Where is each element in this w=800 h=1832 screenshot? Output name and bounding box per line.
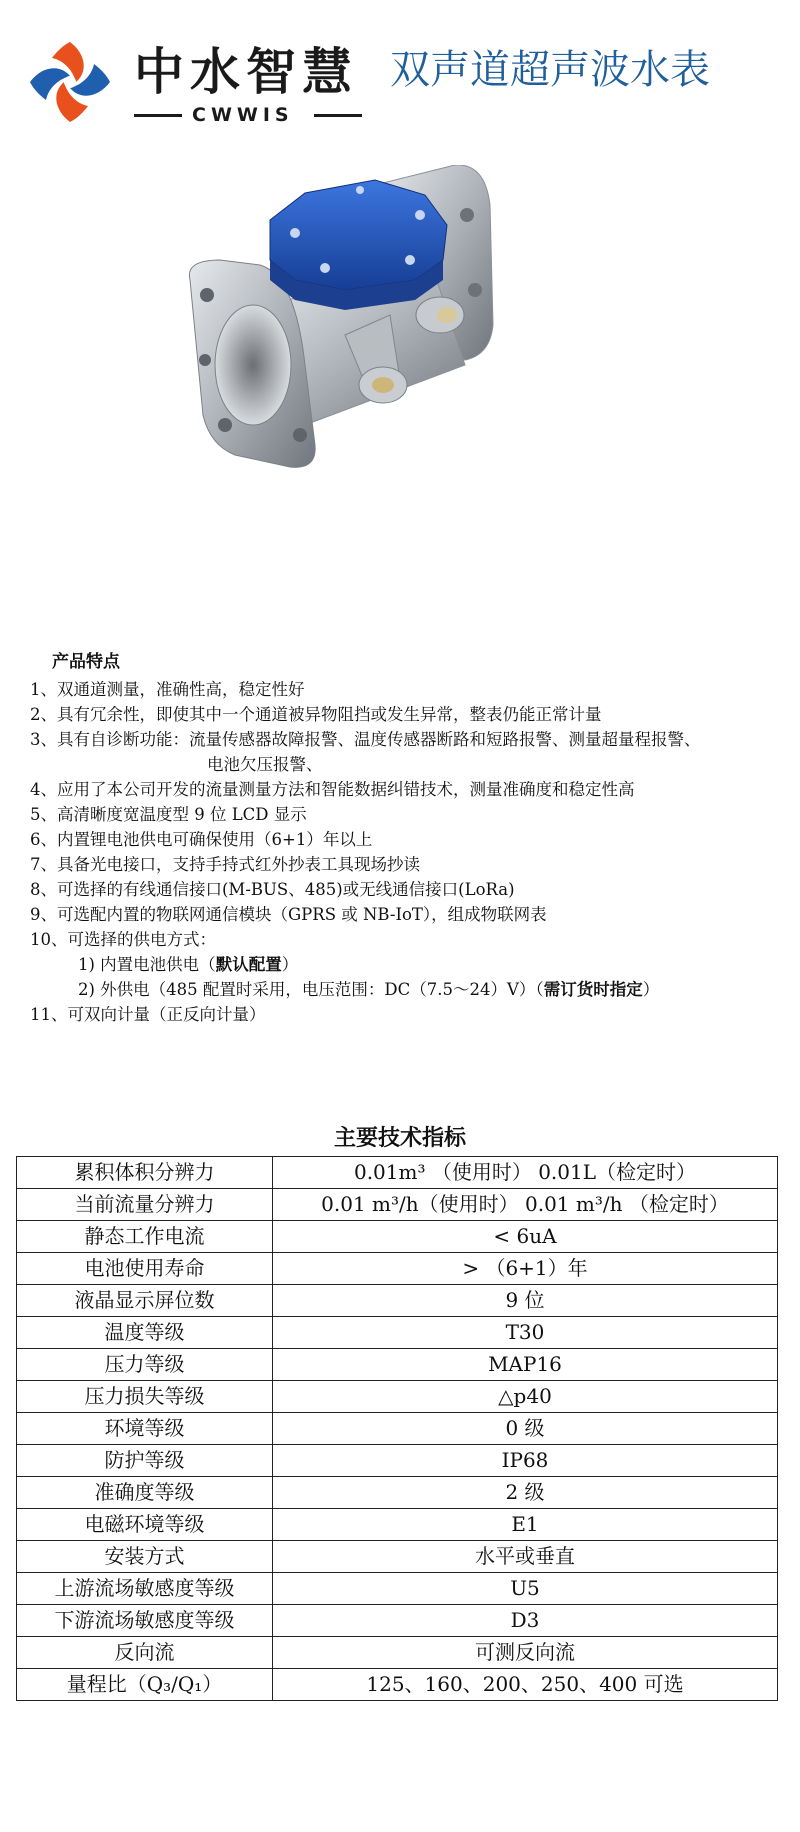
power-option-2-bold: 需订货时指定 bbox=[543, 980, 643, 999]
spec-table bbox=[16, 1156, 778, 1701]
table-row bbox=[17, 1189, 778, 1221]
power-option-2 bbox=[30, 977, 800, 1002]
table-row bbox=[17, 1157, 778, 1189]
spec-value: 0.01 m³/h（使用时） 0.01 m³/h （检定时） bbox=[273, 1189, 778, 1221]
spec-key: 量程比（Q₃/Q₁） bbox=[17, 1669, 273, 1701]
brand-name-en: CWWIS bbox=[192, 104, 294, 126]
feature-item: 1、双通道测量，准确性高，稳定性好 bbox=[30, 680, 305, 699]
feature-item: 6、内置锂电池供电可确保使用（6+1）年以上 bbox=[30, 830, 373, 849]
feature-item-continued: 电池欠压报警、 bbox=[207, 755, 323, 774]
spec-value: 0.01m³ （使用时） 0.01L（检定时） bbox=[273, 1157, 778, 1189]
table-row bbox=[17, 1605, 778, 1637]
spec-value: 2 级 bbox=[273, 1477, 778, 1509]
spec-value: IP68 bbox=[273, 1445, 778, 1477]
spec-value: 9 位 bbox=[273, 1285, 778, 1317]
feature-item: 4、应用了本公司开发的流量测量方法和智能数据纠错技术，测量准确度和稳定性高 bbox=[30, 780, 635, 799]
spec-value: 可测反向流 bbox=[273, 1637, 778, 1669]
spec-value: 125、160、200、250、400 可选 bbox=[273, 1669, 778, 1701]
spec-key: 上游流场敏感度等级 bbox=[17, 1573, 273, 1605]
spec-key: 防护等级 bbox=[17, 1445, 273, 1477]
features-title: 产品特点 bbox=[52, 652, 120, 672]
spec-value: > （6+1）年 bbox=[273, 1253, 778, 1285]
header bbox=[0, 0, 800, 130]
spec-value: 0 级 bbox=[273, 1413, 778, 1445]
table-row bbox=[17, 1381, 778, 1413]
brand-name-en-row bbox=[134, 104, 362, 126]
table-row bbox=[17, 1253, 778, 1285]
feature-item: 8、可选择的有线通信接口(M-BUS、485)或无线通信接口(LoRa) bbox=[30, 880, 515, 899]
spec-key: 准确度等级 bbox=[17, 1477, 273, 1509]
spec-value: D3 bbox=[273, 1605, 778, 1637]
product-features bbox=[30, 650, 800, 1027]
table-row bbox=[17, 1317, 778, 1349]
spec-key: 压力损失等级 bbox=[17, 1381, 273, 1413]
spec-key: 反向流 bbox=[17, 1637, 273, 1669]
water-meter-image bbox=[185, 165, 585, 565]
feature-item: 9、可选配内置的物联网通信模块（GPRS 或 NB-IoT），组成物联网表 bbox=[30, 905, 547, 924]
power-option-2-end: ） bbox=[642, 980, 660, 999]
spec-key: 下游流场敏感度等级 bbox=[17, 1605, 273, 1637]
table-row bbox=[17, 1509, 778, 1541]
spec-key: 当前流量分辨力 bbox=[17, 1189, 273, 1221]
power-option-1-end: ） bbox=[281, 955, 299, 974]
spec-key: 液晶显示屏位数 bbox=[17, 1285, 273, 1317]
spec-value: E1 bbox=[273, 1509, 778, 1541]
spec-key: 环境等级 bbox=[17, 1413, 273, 1445]
table-row bbox=[17, 1669, 778, 1701]
spec-key: 累积体积分辨力 bbox=[17, 1157, 273, 1189]
spec-key: 压力等级 bbox=[17, 1349, 273, 1381]
power-option-1-text: 1) 内置电池供电（ bbox=[78, 955, 216, 974]
divider bbox=[134, 114, 182, 117]
feature-item: 5、高清晰度宽温度型 9 位 LCD 显示 bbox=[30, 805, 307, 824]
spec-key: 静态工作电流 bbox=[17, 1221, 273, 1253]
table-row bbox=[17, 1477, 778, 1509]
table-row bbox=[17, 1349, 778, 1381]
spec-value: MAP16 bbox=[273, 1349, 778, 1381]
table-row bbox=[17, 1413, 778, 1445]
feature-item: 7、具备光电接口，支持手持式红外抄表工具现场抄读 bbox=[30, 855, 420, 874]
divider bbox=[314, 114, 362, 117]
spec-key: 电池使用寿命 bbox=[17, 1253, 273, 1285]
spec-key: 温度等级 bbox=[17, 1317, 273, 1349]
table-row bbox=[17, 1541, 778, 1573]
table-row bbox=[17, 1285, 778, 1317]
company-logo-icon bbox=[26, 38, 114, 126]
table-row bbox=[17, 1445, 778, 1477]
spec-value: T30 bbox=[273, 1317, 778, 1349]
spec-table-title: 主要技术指标 bbox=[333, 1126, 466, 1151]
table-row bbox=[17, 1573, 778, 1605]
product-title: 双声道超声波水表 bbox=[390, 47, 710, 93]
feature-item: 2、具有冗余性，即使其中一个通道被异物阻挡或发生异常，整表仍能正常计量 bbox=[30, 705, 602, 724]
spec-key: 电磁环境等级 bbox=[17, 1509, 273, 1541]
power-option-2-text: 2) 外供电（485 配置时采用，电压范围：DC（7.5～24）V）（ bbox=[78, 980, 544, 999]
spec-value: 水平或垂直 bbox=[273, 1541, 778, 1573]
spec-key: 安装方式 bbox=[17, 1541, 273, 1573]
spec-value: U5 bbox=[273, 1573, 778, 1605]
brand-name-cn: 中水智慧 bbox=[134, 43, 358, 101]
feature-item: 10、可选择的供电方式： bbox=[30, 930, 216, 949]
table-row bbox=[17, 1637, 778, 1669]
power-option-1-bold: 默认配置 bbox=[215, 955, 282, 974]
table-row bbox=[17, 1221, 778, 1253]
spec-value: < 6uA bbox=[273, 1221, 778, 1253]
feature-item: 11、可双向计量（正反向计量） bbox=[30, 1005, 266, 1024]
feature-item: 3、具有自诊断功能：流量传感器故障报警、温度传感器断路和短路报警、测量超量程报警、 bbox=[30, 730, 701, 749]
spec-value: △p40 bbox=[273, 1381, 778, 1413]
power-option-1 bbox=[30, 952, 800, 977]
